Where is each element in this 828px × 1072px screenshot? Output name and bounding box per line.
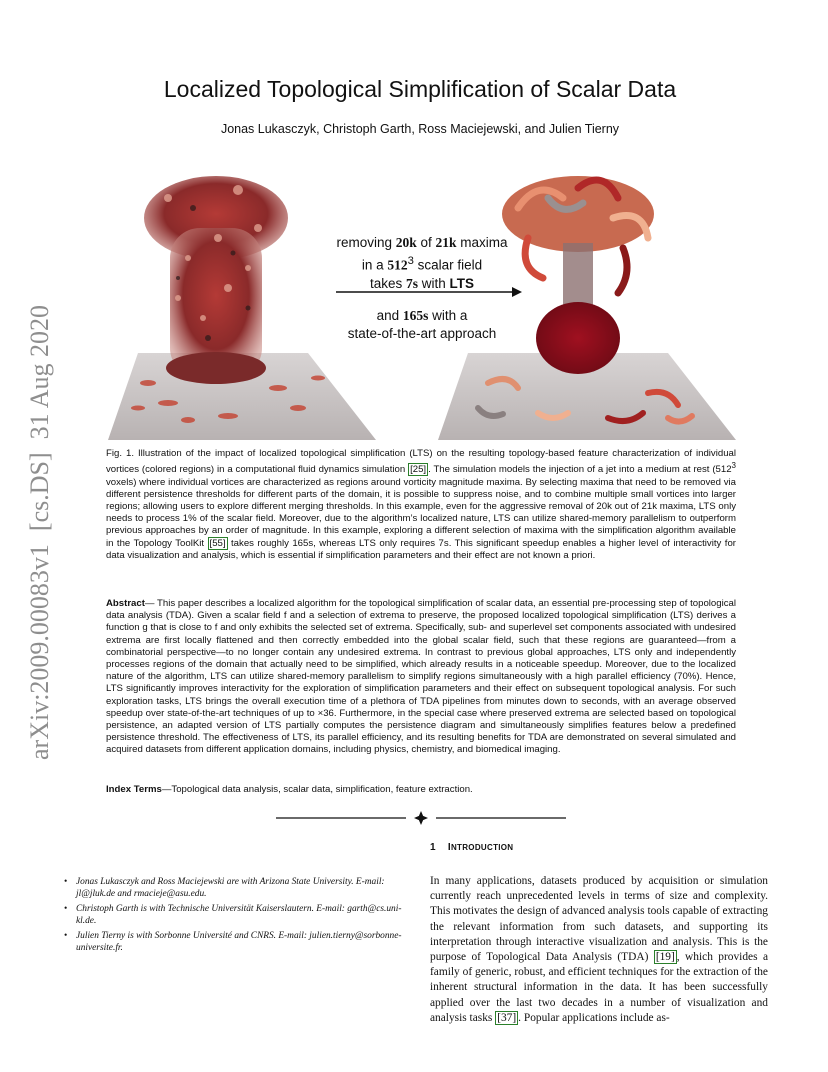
citation-link[interactable]: [37] <box>497 1011 517 1024</box>
teaser-figure <box>108 168 736 444</box>
figure-caption: Fig. 1. Illustration of the impact of localized topological simplification (LTS) on the resulting topology-based feature characterization of individual vortices (colored regions) in a computational fluid dynamics simulation [25] . The simulation models the injection of a jet into a medium at rest ($512^3$ voxels) where individual vortices are characterized as regions around vorticity magnitude maxima. By selecting maxima that need to be removed via different persistence thresholds for different parts of the domain, it is possible to suppress noise, and to combine multiple small vortices into larger regions; allowing users to explore different merging thresholds. In this example, even for the aggressive removal of 20k out of 21k maxima, LTS only needs to process 1% of the scalar field. Moreover, due to the algorithm’s localized nature, LTS can utilize shared-memory parallelism to outperform previous approaches by an order of magnitude. In this example, exploring a different selection of maxima with the simplification algorithm available in the Topology ToolKit [55] takes roughly 165s, whereas LTS only requires 7s. This significant speedup enables a higher level of interactivity for data visualization and analysis, which is essential if simplification parameters and their effect are not known a priori. <box>106 448 736 561</box>
author-list: Jonas Lukasczyk, Christoph Garth, Ross Maciejewski, and Julien Tierny <box>220 122 620 136</box>
arxiv-stamp-text: arXiv:2009.00083v1 [cs.DS] 31 Aug 2020 <box>25 305 54 760</box>
affiliation-item: • Julien Tierny is with Sorbonne Université and CNRS. E-mail: julien.tierny@sorbonne-universite.fr. <box>62 930 412 954</box>
index-terms-text: —Topological data analysis, scalar data, simplification, feature extraction. <box>161 784 473 795</box>
index-terms-label: Index Terms <box>106 784 162 795</box>
abstract-label: Abstract <box>106 598 145 609</box>
affiliation-item: • Christoph Garth is with Technische Universität Kaiserslautern. E-mail: garth@cs.uni-kl.de. <box>62 903 412 927</box>
citation-link[interactable]: [55] <box>209 537 226 549</box>
author-affiliations <box>62 876 412 957</box>
affiliation-item: • Jonas Lukasczyk and Ross Maciejewski are with Arizona State University. E-mail: jl@jluk.de and rmacieje@asu.edu. <box>62 876 412 900</box>
abstract-text: — This paper describes a localized algorithm for the topological simplification of scalar data, an essential pre-processing step of topological data analysis (TDA). Given a scalar field f and a selection of extrema to preserve, the proposed localized topological simplification (LTS) derives a function g that is close to f and only exhibits the selected set of extrema. Specifically, sub- and superlevel set components associated with undesired extrema are first locally flattened and then correctly embedded into the global scalar field, such that these regions are guaranteed—from a combinatorial perspective—to no longer contain any undesired extrema. In contrast to previous global approaches, LTS only and independently processes regions of the domain that actually need to be simplified, which already results in a noticeable speedup. Moreover, due to the localized nature of the algorithm, LTS can utilize shared-memory parallelism to simplify regions simultaneously with a high parallel efficiency (70%). Hence, LTS significantly improves interactivity for the exploration of simplification parameters and their effect on subsequent topological analysis. For such exploration tasks, LTS brings the overall execution time of a plethora of TDA pipelines from minutes down to seconds, with an average observed speedup over state-of-the-art techniques of up to ×36. Furthermore, in the special case where preserved extrema are selected based on topological persistence, an adapted version of LTS partially computes the persistence diagram and simultaneously simplifies features below a predefined persistence threshold. The effectiveness of LTS, its parallel efficiency, and its resulting benefits for TDA are demonstrated on several simulated and acquired datasets from different application domains, including physics, chemistry, and biomedical imaging. <box>106 598 736 756</box>
citation-link[interactable]: [25] <box>410 464 427 476</box>
paper-title: Localized Topological Simplification of Scalar Data <box>163 76 677 102</box>
arxiv-stamp <box>14 284 58 760</box>
abstract <box>106 598 736 757</box>
citation-link[interactable]: [19] <box>655 951 675 964</box>
index-terms <box>106 784 736 796</box>
section-divider <box>276 810 566 826</box>
introduction-text: In many applications, datasets produced by acquisition or simulation currently reach unprecedented levels in terms of size and complexity. This motivates the design of advanced analysis tools capable of extracting the relevant information from such datasets, and supporting its interpretation through interactive visualization and analysis. This is the purpose of Topological Data Analysis (TDA) [19] , which provides a family of generic, robust, and efficient techniques for the extraction of the inherent structural information in the data. It has been successfully applied over the last two decades in a number of visualization and analysis tasks [37] . Popular applications include as- <box>430 875 769 1024</box>
teaser-annotation: removing 20k of 21k maxima in a $512^3$ scalar field takes 7s with LTS and 165s with a state-of-the-art approach <box>336 235 508 341</box>
section-heading: 1 INTRODUCTION <box>430 842 514 853</box>
